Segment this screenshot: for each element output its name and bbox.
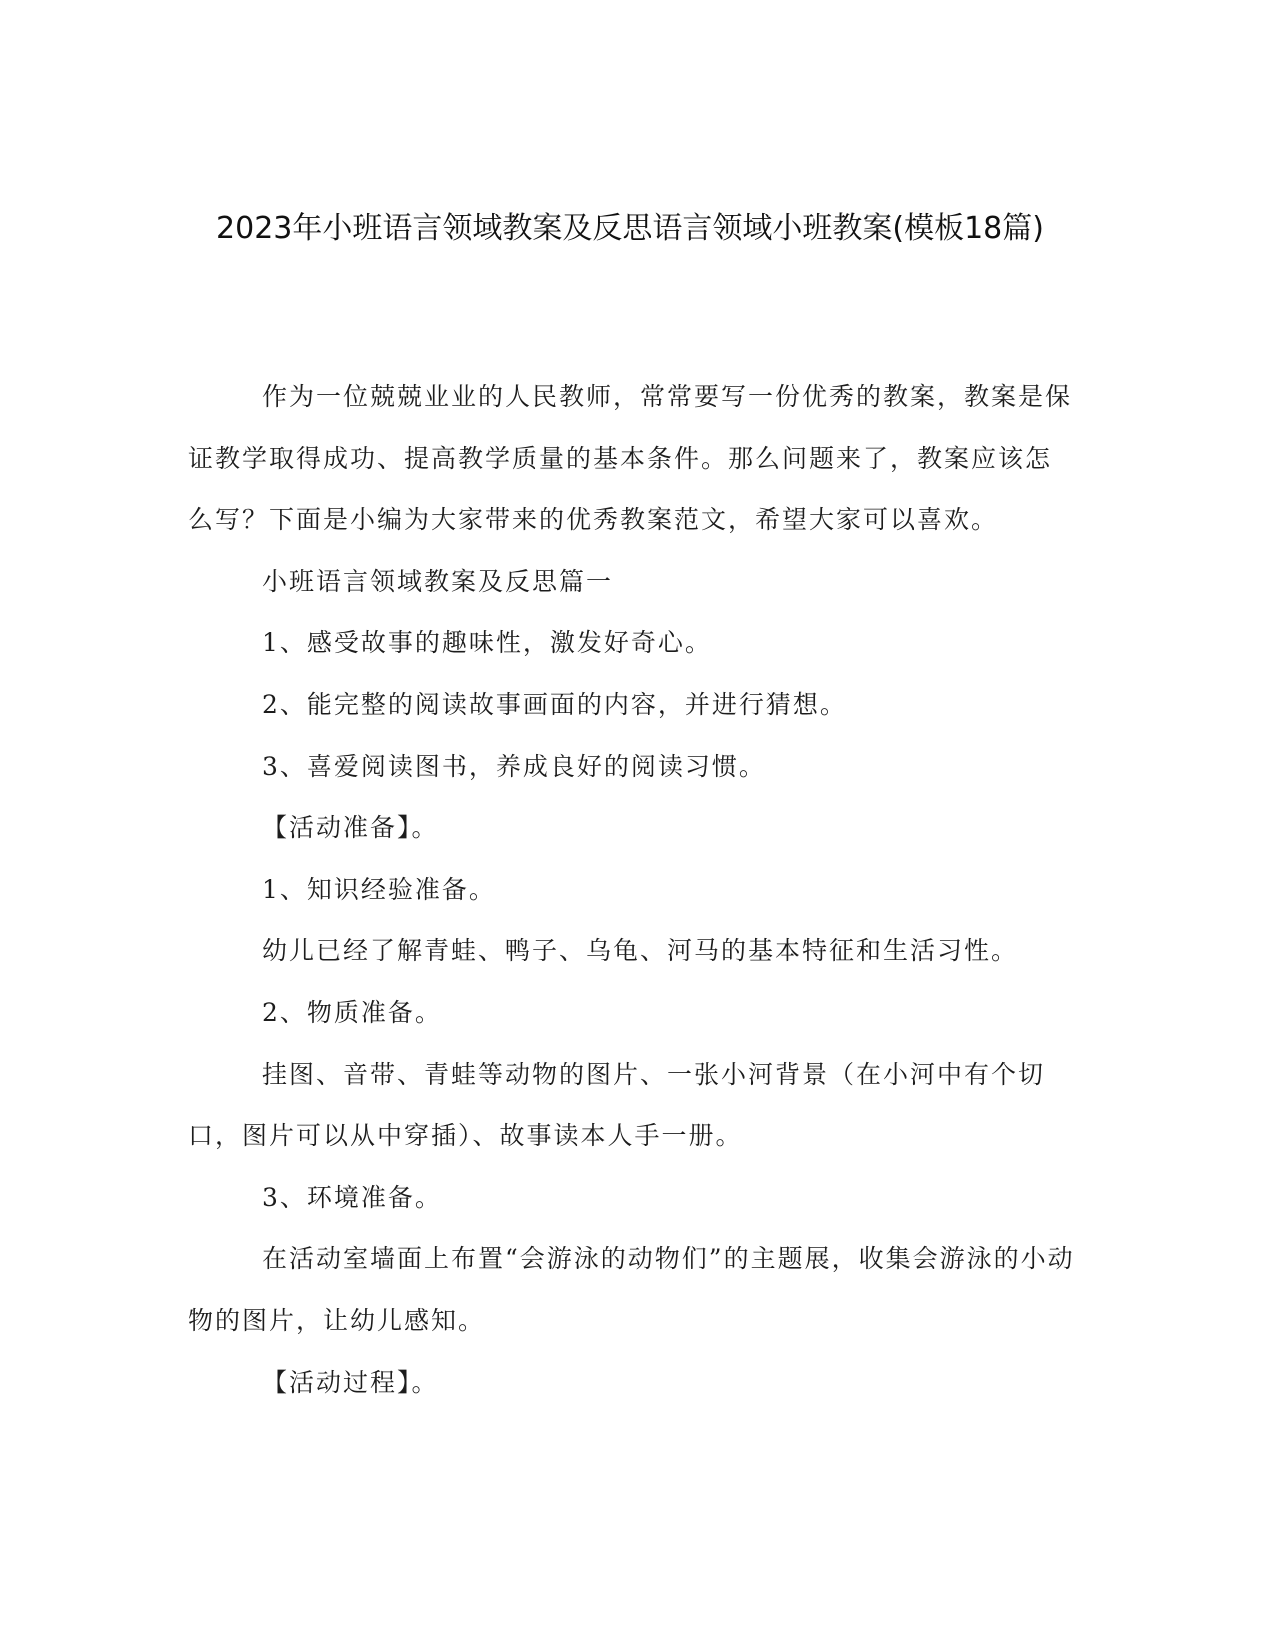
paragraph: 幼儿已经了解青蛙、鸭子、乌龟、河马的基本特征和生活习性。 [262,936,1019,966]
subheading-process: 【活动过程】。 [262,1367,439,1397]
subheading-preparation: 【活动准备】。 [262,813,439,843]
section-heading: 小班语言领域教案及反思篇一 [262,566,614,596]
preparation-item: 1、知识经验准备。 [262,874,496,904]
preparation-item: 3、环境准备。 [262,1182,442,1212]
paragraph: 挂图、音带、青蛙等动物的图片、一张小河背景（在小河中有个切口，图片可以从中穿插）、故事读本人手一册。 [188,1059,1046,1151]
document-title: 2023年小班语言领域教案及反思语言领域小班教案(模板18篇) [216,211,1044,246]
intro-paragraph: 作为一位兢兢业业的人民教师，常常要写一份优秀的教案，教案是保证教学取得成功、提高教学质量的基本条件。那么问题来了，教案应该怎么写？下面是小编为大家带来的优秀教案范文，希望大家可以喜欢。 [188,382,1073,535]
paragraph: 在活动室墙面上布置“会游泳的动物们”的主题展，收集会游泳的小动物的图片，让幼儿感知。 [188,1244,1075,1335]
preparation-item: 2、物质准备。 [262,997,442,1027]
document-body [188,366,1078,1413]
goal-item: 3、喜爱阅读图书，养成良好的阅读习惯。 [262,751,766,781]
goal-item: 2、能完整的阅读故事画面的内容，并进行猜想。 [262,689,847,719]
goal-item: 1、感受故事的趣味性，激发好奇心。 [262,628,712,658]
